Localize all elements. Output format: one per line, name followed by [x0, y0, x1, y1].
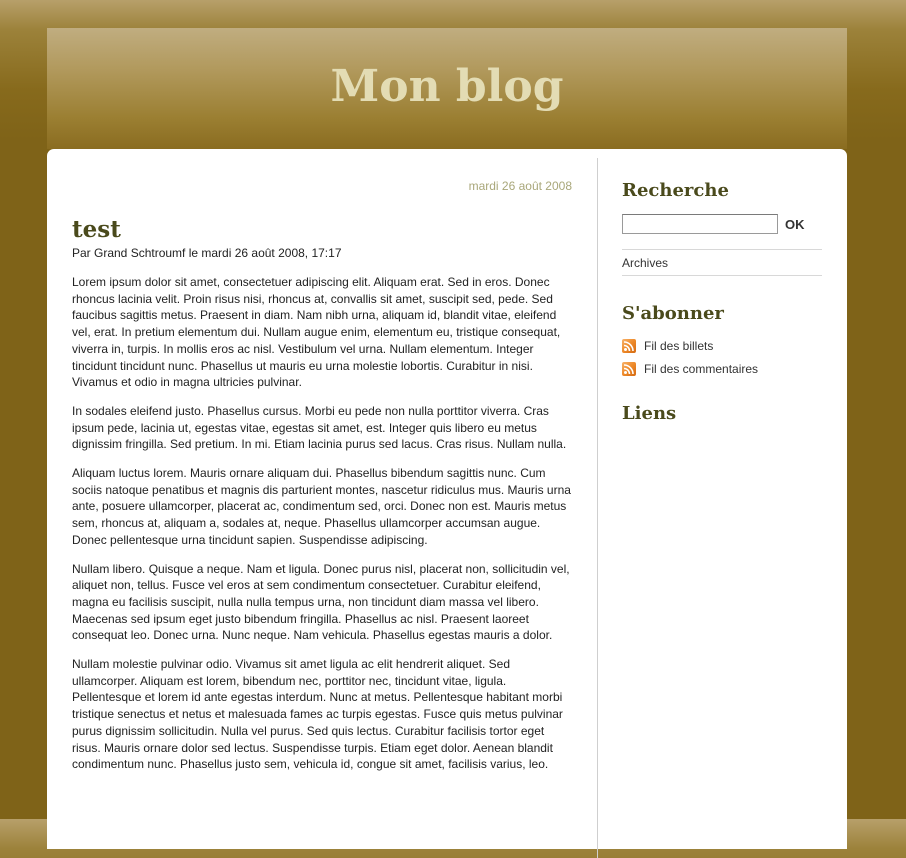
search-heading: Recherche — [622, 180, 729, 201]
post-paragraph: Nullam molestie pulvinar odio. Vivamus sit amet ligula ac elit hendrerit aliquet. Sed ullamcorper. Aliquam est lorem, bibendum nec, porttitor nec, tincidunt vitae, ligula. Pellentesque et lorem id ante egestas interdum. Nunc at metus. Pellentesque habitant morbi tristique senectus et netus et malesuada fames ac turpis egestas. Fusce quis metus pulvinar purus dignissim sollicitudin. Nulla vel purus. Sed quis lectus. Curabitur facilisis tortor eget risus. Mauris ornare dolor sed lectus. Suspendisse turpis. Etiam eget dolor. Aenean blandit condimentum nunc. Phasellus justo sem, vehicula id, congue sit amet, facilisis varius, leo. — [72, 657, 563, 772]
date-header: mardi 26 août 2008 — [468, 179, 572, 193]
blog-header — [47, 28, 847, 149]
archives-link[interactable]: Archives — [622, 256, 669, 270]
search-form — [622, 214, 822, 234]
main-content — [72, 149, 572, 785]
post-meta: Par Grand Schtroumf le mardi 26 août 2008, 17:17 — [72, 246, 342, 260]
search-input[interactable] — [622, 214, 778, 234]
blog-title[interactable]: Mon blog — [330, 61, 564, 112]
subscribe-heading: S'abonner — [622, 303, 724, 324]
post-title[interactable]: test — [72, 216, 121, 243]
feed-list — [622, 338, 822, 377]
post-paragraph: In sodales eleifend justo. Phasellus cursus. Morbi eu pede non nulla porttitor viverra. Cras ipsum pede, lacinia ut, egestas vitae, egestas sit amet, est. Integer quis libero eu metus dignissim fringilla. Sed pretium. In mi. Etiam lacinia purus sed lacus. Cras risus. Nullam nulla. — [72, 403, 567, 452]
links-heading: Liens — [622, 403, 677, 424]
feed-item-comments — [622, 361, 822, 377]
feed-link-comments[interactable]: Fil des commentaires — [644, 362, 759, 376]
feed-link-posts[interactable]: Fil des billets — [644, 339, 714, 353]
rss-icon[interactable] — [622, 339, 636, 353]
search-ok-button[interactable]: OK — [785, 216, 805, 232]
sidebar — [622, 149, 822, 425]
feed-item-posts — [622, 338, 822, 354]
archives-box — [622, 249, 822, 276]
post-paragraph: Aliquam luctus lorem. Mauris ornare aliquam dui. Phasellus bibendum sagittis nunc. Cum sociis natoque penatibus et magnis dis parturient montes, nascetur ridiculus mus. Mauris urna ante, posuere ullamcorper, placerat ac, condimentum sed, orci. Donec non est. Mauris metus sem, rhoncus at, aliquam a, sodales at, neque. Phasellus ullamcorper accumsan augue. Donec pellentesque urna tincidunt sapien. Suspendisse adipiscing. — [72, 466, 571, 547]
column-divider — [597, 158, 598, 858]
post-paragraph: Lorem ipsum dolor sit amet, consectetuer adipiscing elit. Aliquam erat. Sed in eros. Donec rhoncus lacinia velit. Proin risus nisi, rhoncus at, convallis sit amet, suscipit sed, pede. Sed faucibus sagittis metus. Praesent in diam. Nam nibh urna, aliquam id, blandit vitae, eleifend vel, erat. In pretium elementum dui. Nullam augue enim, elementum eu, tristique consequat, viverra in, turpis. In mollis eros ac nisl. Vestibulum vel urna. Nullam elementum. Integer tincidunt tincidunt nunc. Phasellus ut mauris eu urna molestie lobortis. Curabitur in nisi. Vivamus et odio in magna ultricies pulvinar. — [72, 275, 561, 390]
post-body — [72, 274, 572, 773]
rss-icon[interactable] — [622, 362, 636, 376]
post-paragraph: Nullam libero. Quisque a neque. Nam et ligula. Donec purus nisl, placerat non, sollicitudin vel, aliquet non, tellus. Fusce vel eros at sem condimentum consectetuer. Curabitur eleifend, magna eu facilisis suscipit, nulla nulla tempus urna, non tincidunt diam massa vel libero. Maecenas sed ipsum eget justo bibendum fringilla. Phasellus ac nisl. Praesent laoreet consequat leo. Donec urna. Nunc neque. Nam vehicula. Phasellus egestas mauris a dolor. — [72, 561, 570, 643]
page-container — [47, 149, 847, 849]
